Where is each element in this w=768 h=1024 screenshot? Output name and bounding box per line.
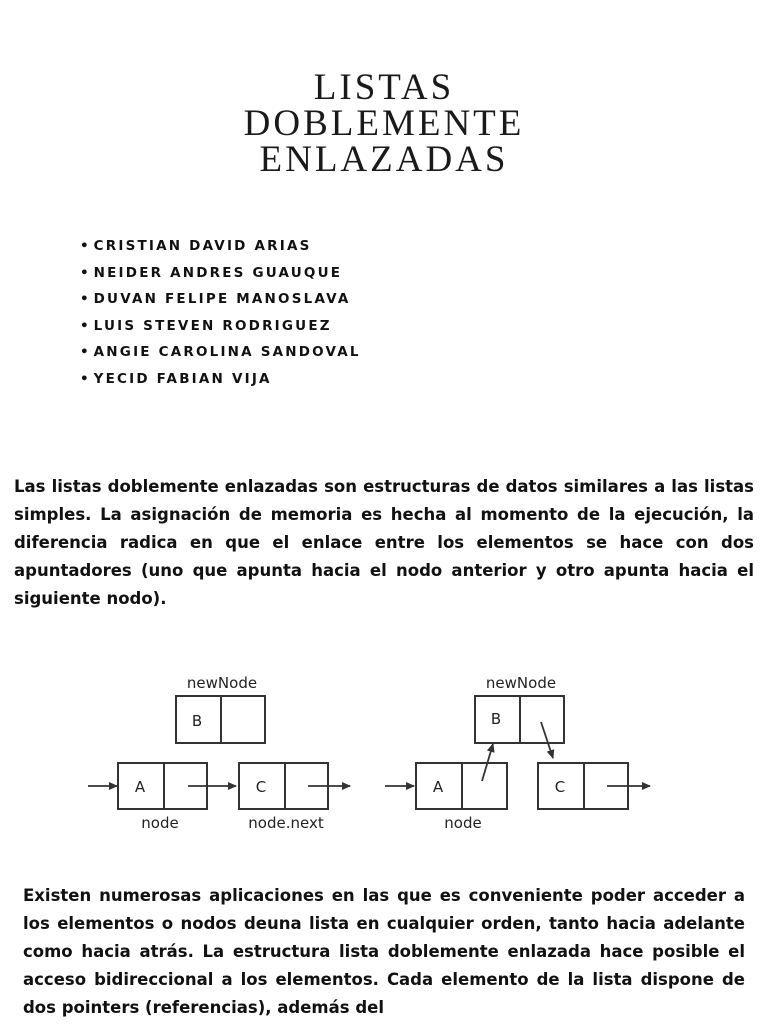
- node-next-label: node.next: [248, 814, 324, 832]
- page-title: [0, 67, 768, 180]
- node-c-label: C: [255, 778, 267, 796]
- title-line: ENLAZADAS: [259, 139, 509, 180]
- author-item: • NEIDER ANDRES GUAUQUE: [80, 263, 361, 290]
- intro-paragraph: Las listas doblemente enlazadas son estructuras de datos similares a las listas simples. La asignación de memoria es hecha al momento de la ejecución, la diferencia radica en que el enlace entre los elementos se hace con dos apuntadores (uno que apunta hacia el nodo anterior y otro apunta hacia el siguiente nodo).: [14, 477, 754, 608]
- author-item: • ANGIE CAROLINA SANDOVAL: [80, 342, 361, 369]
- author-item: • LUIS STEVEN RODRIGUEZ: [80, 316, 361, 343]
- node-b-box: [475, 696, 564, 743]
- node-a-box: [416, 763, 507, 809]
- new-node-label: newNode: [186, 674, 258, 692]
- diagram-after-insert: [385, 674, 650, 832]
- node-a-label: A: [134, 778, 146, 796]
- diagram-before-insert: [88, 674, 350, 832]
- new-node-label: newNode: [485, 674, 557, 692]
- node-c-label: C: [554, 778, 566, 796]
- node-b-label: B: [191, 712, 203, 730]
- author-item: • DUVAN FELIPE MANOSLAVA: [80, 289, 361, 316]
- node-b-label: B: [490, 710, 502, 728]
- node-b-box: [176, 696, 265, 743]
- author-list: [80, 236, 361, 396]
- node-label: node: [444, 814, 482, 832]
- node-a-label: A: [432, 778, 444, 796]
- node-label: node: [141, 814, 179, 832]
- doubly-linked-list-diagram: [0, 660, 768, 840]
- author-item: • CRISTIAN DAVID ARIAS: [80, 236, 361, 263]
- title-line: LISTAS: [313, 67, 455, 108]
- title-line: DOBLEMENTE: [243, 103, 525, 144]
- author-item: • YECID FABIAN VIJA: [80, 369, 361, 396]
- applications-paragraph: Existen numerosas aplicaciones en las que es conveniente poder acceder a los elementos o nodos deuna lista en cualquier orden, tanto hacia adelante como hacia atrás. La estructura lista doblemente enlazada hace posible el acceso bidireccional a los elementos. Cada elemento de la lista dispone de dos pointers (referencias), además del: [23, 886, 745, 1017]
- arrow-icon: [541, 722, 553, 758]
